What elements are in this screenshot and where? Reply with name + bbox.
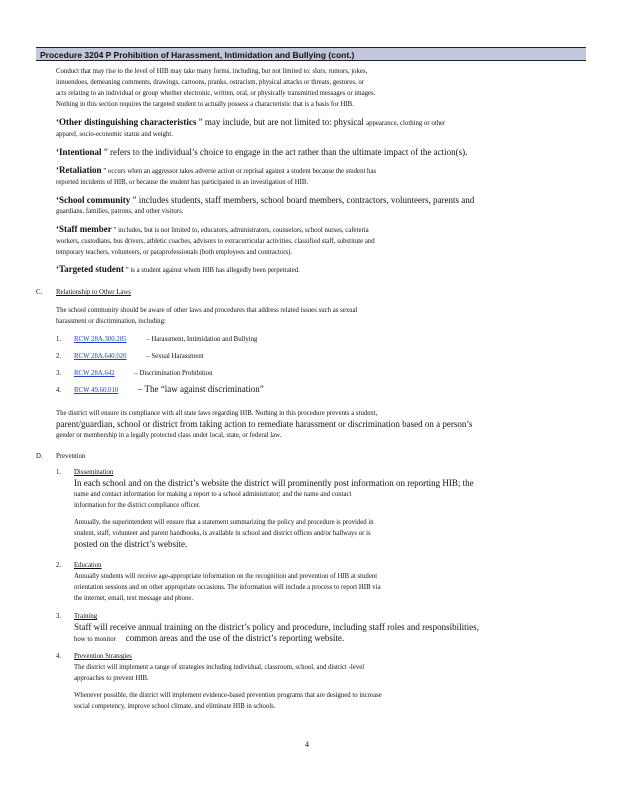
paragraph-line: Whenever possible, the district will implement evidence-based prevention programs that are designed to increase: [74, 692, 382, 699]
paragraph-line: posted on the district’s website.: [74, 539, 188, 549]
paragraph-line: how to monitor: [74, 636, 116, 643]
law-description: – Discrimination Prohibition: [134, 370, 213, 377]
definition-text: occurs when an aggressor takes adverse action or reprisal against a student because the student has: [107, 168, 377, 175]
section-letter: D.: [36, 453, 43, 460]
definition-school-community: ‘School community ” includes students, staff members, school board members, contractors, volunteers, parents and guardians, families, patrons, and other visitors.: [56, 195, 576, 217]
item-title: Education: [74, 562, 102, 569]
definition-text: apparel, socio-economic status and weight.: [56, 131, 174, 138]
procedure-header: Procedure 3204 P Prohibition of Harassment, Intimidation and Bullying (cont.): [36, 47, 586, 61]
rcw-link[interactable]: RCW 28A.300.285: [74, 336, 127, 343]
prevention-item-education: [74, 560, 579, 604]
page-number: 4: [305, 740, 309, 749]
intro-paragraph: [56, 66, 576, 110]
prevention-item-dissemination: [74, 467, 579, 550]
rcw-link[interactable]: RCW 28A.642: [74, 370, 115, 377]
prevention-item-training: [74, 611, 579, 645]
section-title: Prevention: [56, 453, 86, 460]
definition-term: ‘Staff member: [56, 224, 112, 234]
item-title: Prevention Strategies: [74, 653, 132, 660]
list-number: 4.: [56, 653, 62, 660]
definition-text: includes students, staff members, school board members, contractors, volunteers, parents and: [138, 195, 475, 205]
definition-staff-member: ‘Staff member ” includes, but is not limited to, educators, administrators, counselors, school nurses, cafeteria workers, custodians, bus drivers, athletic coaches, advisors to extracurricular activities, classified staff, substitute and temporary teachers, volunteers, or paraprofessionals (both employees and contractors).: [56, 224, 576, 258]
definition-targeted-student: ‘Targeted student ” is a student against whom HIB has allegedly been perpetrated.: [56, 264, 300, 274]
paragraph-line: the internet, email, text message and phone.: [74, 595, 194, 602]
section-c-closing: [56, 408, 576, 441]
list-number: 2.: [56, 353, 62, 360]
list-number: 1.: [56, 469, 62, 476]
definition-text: reported incidents of HIB, or because the student has participated in an investigation of HIB.: [56, 179, 309, 186]
definition-retaliation: ‘Retaliation ” occurs when an aggressor takes adverse action or reprisal against a student because the student has reported incidents of HIB, or because the student has participated in an investigation of HIB.: [56, 165, 576, 188]
definition-text: is a student against whom HIB has allegedly been perpetrated.: [130, 267, 300, 274]
definition-text: may include, but are not limited to: physical: [204, 117, 364, 127]
section-title: Relationship to Other Laws: [56, 289, 131, 296]
definition-text: includes, but is not limited to, educators, administrators, counselors, school nurses, cafeteria: [118, 227, 369, 234]
law-list-item: [74, 368, 213, 379]
prevention-item-strategies: [74, 651, 579, 712]
paragraph-line: The school community should be aware of other laws and procedures that address related issues such as sexual: [56, 307, 358, 314]
definition-other: ‘Other distinguishing characteristics ” may include, but are not limited to: physical appearance, clothing or other apparel, socio-economic status and weight.: [56, 117, 576, 140]
paragraph-line: social competency, improve school climate, and eliminate HIB in schools.: [74, 703, 276, 710]
paragraph-line: Annually students will receive age-appropriate information on the recognition and prevention of HIB at student: [74, 573, 378, 580]
paragraph-line: The district will ensure its compliance with all state laws regarding HIB. Nothing in this procedure prevents a student,: [56, 410, 378, 417]
definition-term: ‘Retaliation: [56, 165, 102, 175]
definition-term: ‘School community: [56, 195, 131, 205]
paragraph-line: approaches to prevent HIB.: [74, 675, 149, 682]
item-title: Dissemination: [74, 469, 114, 476]
intro-line: Nothing in this section requires the targeted student to actually possess a characteristic that is a basis for HIB.: [56, 101, 354, 108]
definition-intentional: ‘Intentional ” refers to the individual’s choice to engage in the act rather than the ultimate impact of the action(s).: [56, 147, 468, 157]
definition-term: ‘Intentional: [56, 147, 102, 157]
rcw-link[interactable]: RCW 28A.640.020: [74, 353, 127, 360]
list-number: 4.: [56, 387, 62, 394]
definition-text: workers, custodians, bus drivers, athletic coaches, advisors to extracurricular activities, classified staff, substitute and: [56, 238, 375, 245]
definition-term: ‘Targeted student: [56, 264, 124, 274]
item-title: Training: [74, 613, 98, 620]
paragraph-line: parent/guardian, school or district from taking action to remediate harassment or discrimination based on a person’s: [56, 419, 473, 429]
list-number: 3.: [56, 370, 62, 377]
intro-line: Conduct that may rise to the level of HIB may take many forms, including, but not limited to: slurs, rumors, jokes,: [56, 68, 368, 75]
paragraph-line: Staff will receive annual training on the district’s policy and procedure, including staff roles and responsibilities,: [74, 622, 479, 632]
paragraph-line: information for the district compliance officer.: [74, 502, 201, 509]
law-description: – The “law against discrimination”: [137, 384, 264, 394]
intro-line: acts relating to an individual or group whether electronic, written, oral, or physically transmitted messages or images.: [56, 90, 376, 97]
paragraph-line: The district will implement a range of strategies including individual, classroom, school, and district -level: [74, 664, 365, 671]
law-list-item: [74, 334, 257, 345]
list-number: 2.: [56, 562, 62, 569]
section-letter: C.: [36, 289, 43, 296]
paragraph-line: name and contact information for making a report to a school administrator; and the name and contact: [74, 491, 352, 498]
paragraph-line: orientation sessions and on other appropriate occasions. The information will include a process to report HIB via: [74, 584, 381, 591]
paragraph-line: Annually, the superintendent will ensure that a statement summarizing the policy and procedure is provided in: [74, 519, 374, 526]
definition-text: appearance, clothing or other: [366, 120, 446, 127]
paragraph-line: harassment or discrimination, including:: [56, 318, 166, 325]
list-number: 1.: [56, 336, 62, 343]
paragraph-line: gender or membership in a legally protected class under local, state, or federal law.: [56, 432, 282, 439]
paragraph-line: student, staff, volunteer and parent handbooks, is available in school and district offices and/or hallways or is: [74, 530, 371, 537]
law-description: – Harassment, Intimidation and Bullying: [146, 336, 258, 343]
rcw-link[interactable]: RCW 49.60.010: [74, 387, 119, 394]
definition-text: temporary teachers, volunteers, or paraprofessionals (both employees and contractors).: [56, 249, 293, 256]
paragraph-line: common areas and the use of the district’s reporting website.: [125, 633, 345, 643]
list-number: 3.: [56, 613, 62, 620]
intro-line: innuendoes, demeaning comments, drawings, cartoons, pranks, ostracism, physical attacks or threats, gestures, or: [56, 79, 365, 86]
paragraph-line: In each school and on the district’s website the district will prominently post information on reporting HIB; the: [74, 478, 474, 488]
law-description: – Sexual Harassment: [146, 353, 204, 360]
law-list-item: [74, 351, 204, 362]
section-c-intro: [56, 305, 576, 327]
definition-text: refers to the individual’s choice to engage in the act rather than the ultimate impact of the action(s).: [110, 147, 468, 157]
law-list-item: [74, 384, 264, 396]
definition-text: guardians, families, patrons, and other visitors.: [56, 208, 184, 215]
definition-term: ‘Other distinguishing characteristics: [56, 117, 197, 127]
